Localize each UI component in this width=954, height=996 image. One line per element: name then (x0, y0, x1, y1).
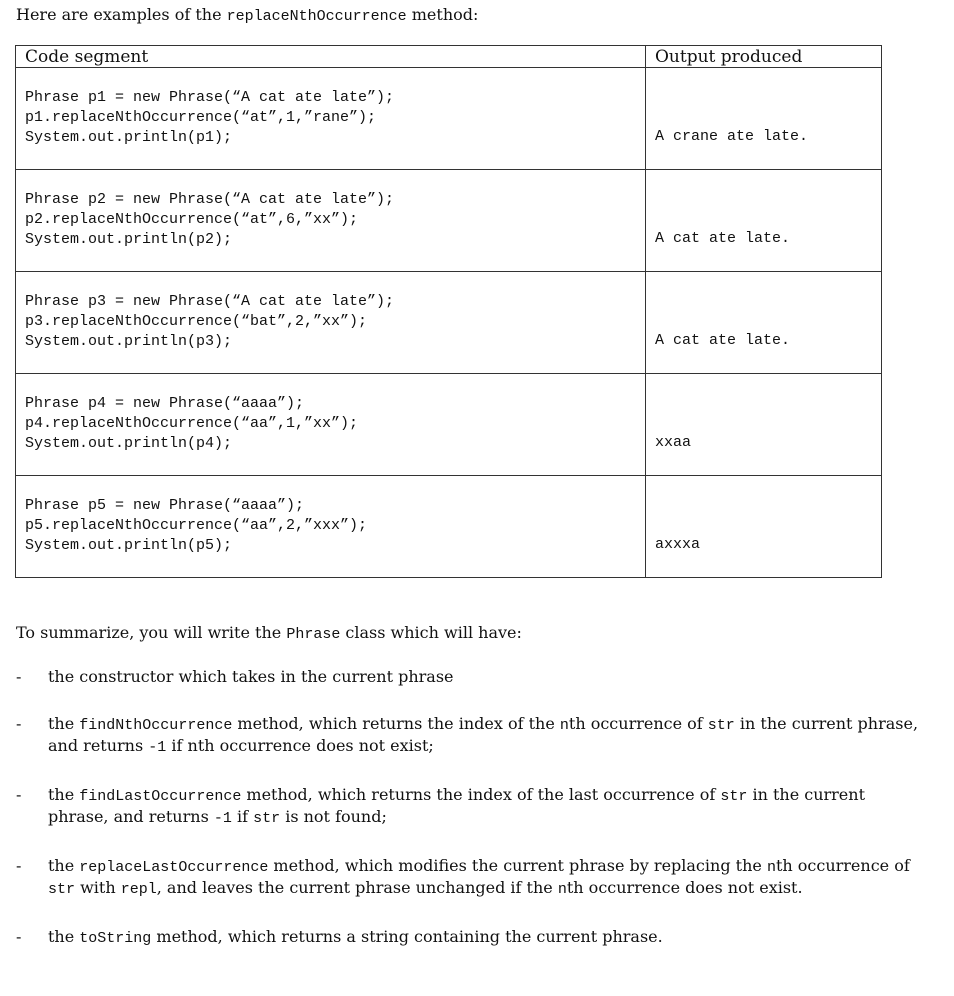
bullet-text: the (48, 927, 80, 946)
bullet-dash: - (16, 714, 22, 733)
code-term: n (559, 717, 569, 734)
code-term: replaceLastOccurrence (79, 859, 269, 876)
intro-method-name: replaceNthOccurrence (226, 8, 407, 25)
table-row (16, 170, 882, 272)
code-term: toString (79, 930, 152, 947)
code-term: repl (120, 881, 157, 898)
output-cell (646, 170, 882, 272)
examples-table (15, 45, 882, 578)
list-item (16, 785, 926, 829)
table-row (16, 272, 882, 374)
output-text: axxxa (655, 536, 701, 553)
header-output-produced: Output produced (646, 46, 882, 68)
bullet-dash: - (16, 856, 22, 875)
code-line: p1.replaceNthOccurrence(“at”,1,”rane”); (25, 109, 377, 126)
summary-prefix: To summarize, you will write the (16, 623, 287, 642)
output-cell (646, 68, 882, 170)
table-row (16, 374, 882, 476)
bullet-text: the (48, 856, 80, 875)
bullet-text: the (48, 785, 80, 804)
code-line: p5.replaceNthOccurrence(“aa”,2,”xxx”); (25, 517, 368, 534)
code-term: n (557, 881, 567, 898)
code-line: Phrase p3 = new Phrase(“A cat ate late”); (25, 293, 395, 310)
list-item (16, 856, 926, 900)
code-line: Phrase p5 = new Phrase(“aaaa”); (25, 497, 305, 514)
summary-suffix: class which will have: (340, 623, 522, 642)
code-line: System.out.println(p1); (25, 129, 233, 146)
bullet-dash: - (16, 785, 22, 804)
code-block (16, 68, 645, 148)
code-term: findLastOccurrence (79, 788, 242, 805)
code-term: -1 (213, 810, 232, 827)
bullet-text: method, which returns the index of the (232, 714, 560, 733)
code-line: p4.replaceNthOccurrence(“aa”,1,”xx”); (25, 415, 359, 432)
code-term: findNthOccurrence (79, 717, 233, 734)
code-line: Phrase p2 = new Phrase(“A cat ate late”); (25, 191, 395, 208)
intro-prefix: Here are examples of the (16, 5, 227, 24)
summary-text (16, 623, 522, 645)
bullet-dash: - (16, 667, 22, 686)
code-block (16, 476, 645, 556)
table-row (16, 68, 882, 170)
bullet-text: is not found; (280, 807, 387, 826)
code-term: str (707, 717, 735, 734)
code-cell (16, 476, 646, 578)
bullet-text: method, which returns a string containing the current phrase. (151, 927, 663, 946)
bullet-text: in the current phrase, and returns (48, 714, 919, 755)
code-cell (16, 68, 646, 170)
code-term: n (766, 859, 776, 876)
code-line: Phrase p1 = new Phrase(“A cat ate late”); (25, 89, 395, 106)
bullet-text: th occurrence does not exist. (566, 878, 803, 897)
intro-text (16, 5, 478, 27)
list-item (16, 714, 926, 758)
bullet-text: if (231, 807, 254, 826)
bullet-text: the (48, 714, 80, 733)
output-text: A crane ate late. (655, 128, 809, 145)
list-item (16, 927, 926, 949)
code-cell (16, 272, 646, 374)
code-term: str (48, 881, 76, 898)
table-row (16, 476, 882, 578)
output-text: A cat ate late. (655, 332, 791, 349)
output-cell (646, 476, 882, 578)
intro-suffix: method: (406, 5, 479, 24)
code-term: str (720, 788, 748, 805)
bullet-text: method, which modifies the current phrase by replacing the (268, 856, 767, 875)
code-block (16, 374, 645, 454)
code-line: System.out.println(p4); (25, 435, 233, 452)
code-cell (16, 170, 646, 272)
code-term: str (253, 810, 281, 827)
code-cell (16, 374, 646, 476)
code-line: Phrase p4 = new Phrase(“aaaa”); (25, 395, 305, 412)
header-code-segment: Code segment (16, 46, 646, 68)
list-item (16, 667, 926, 687)
code-line: p3.replaceNthOccurrence(“bat”,2,”xx”); (25, 313, 368, 330)
output-text: xxaa (655, 434, 692, 451)
bullet-text: th occurrence of (775, 856, 910, 875)
output-cell (646, 374, 882, 476)
requirements-list (16, 667, 926, 949)
bullet-text: with (75, 878, 121, 897)
code-line: System.out.println(p2); (25, 231, 233, 248)
summary-class-name: Phrase (286, 626, 341, 643)
bullet-text: method, which returns the index of the last occurrence of (241, 785, 721, 804)
code-term: -1 (148, 739, 167, 756)
bullet-text: th occurrence of (568, 714, 708, 733)
code-block (16, 272, 645, 352)
bullet-text: , and leaves the current phrase unchanged if the (156, 878, 558, 897)
output-cell (646, 272, 882, 374)
bullet-dash: - (16, 927, 22, 946)
bullet-text: the constructor which takes in the current phrase (48, 667, 454, 686)
code-line: System.out.println(p3); (25, 333, 233, 350)
code-line: System.out.println(p5); (25, 537, 233, 554)
table-header-row (16, 46, 882, 68)
bullet-text: in the current phrase, and returns (48, 785, 866, 826)
code-block (16, 170, 645, 250)
bullet-text: if nth occurrence does not exist; (166, 736, 434, 755)
output-text: A cat ate late. (655, 230, 791, 247)
code-line: p2.replaceNthOccurrence(“at”,6,”xx”); (25, 211, 359, 228)
